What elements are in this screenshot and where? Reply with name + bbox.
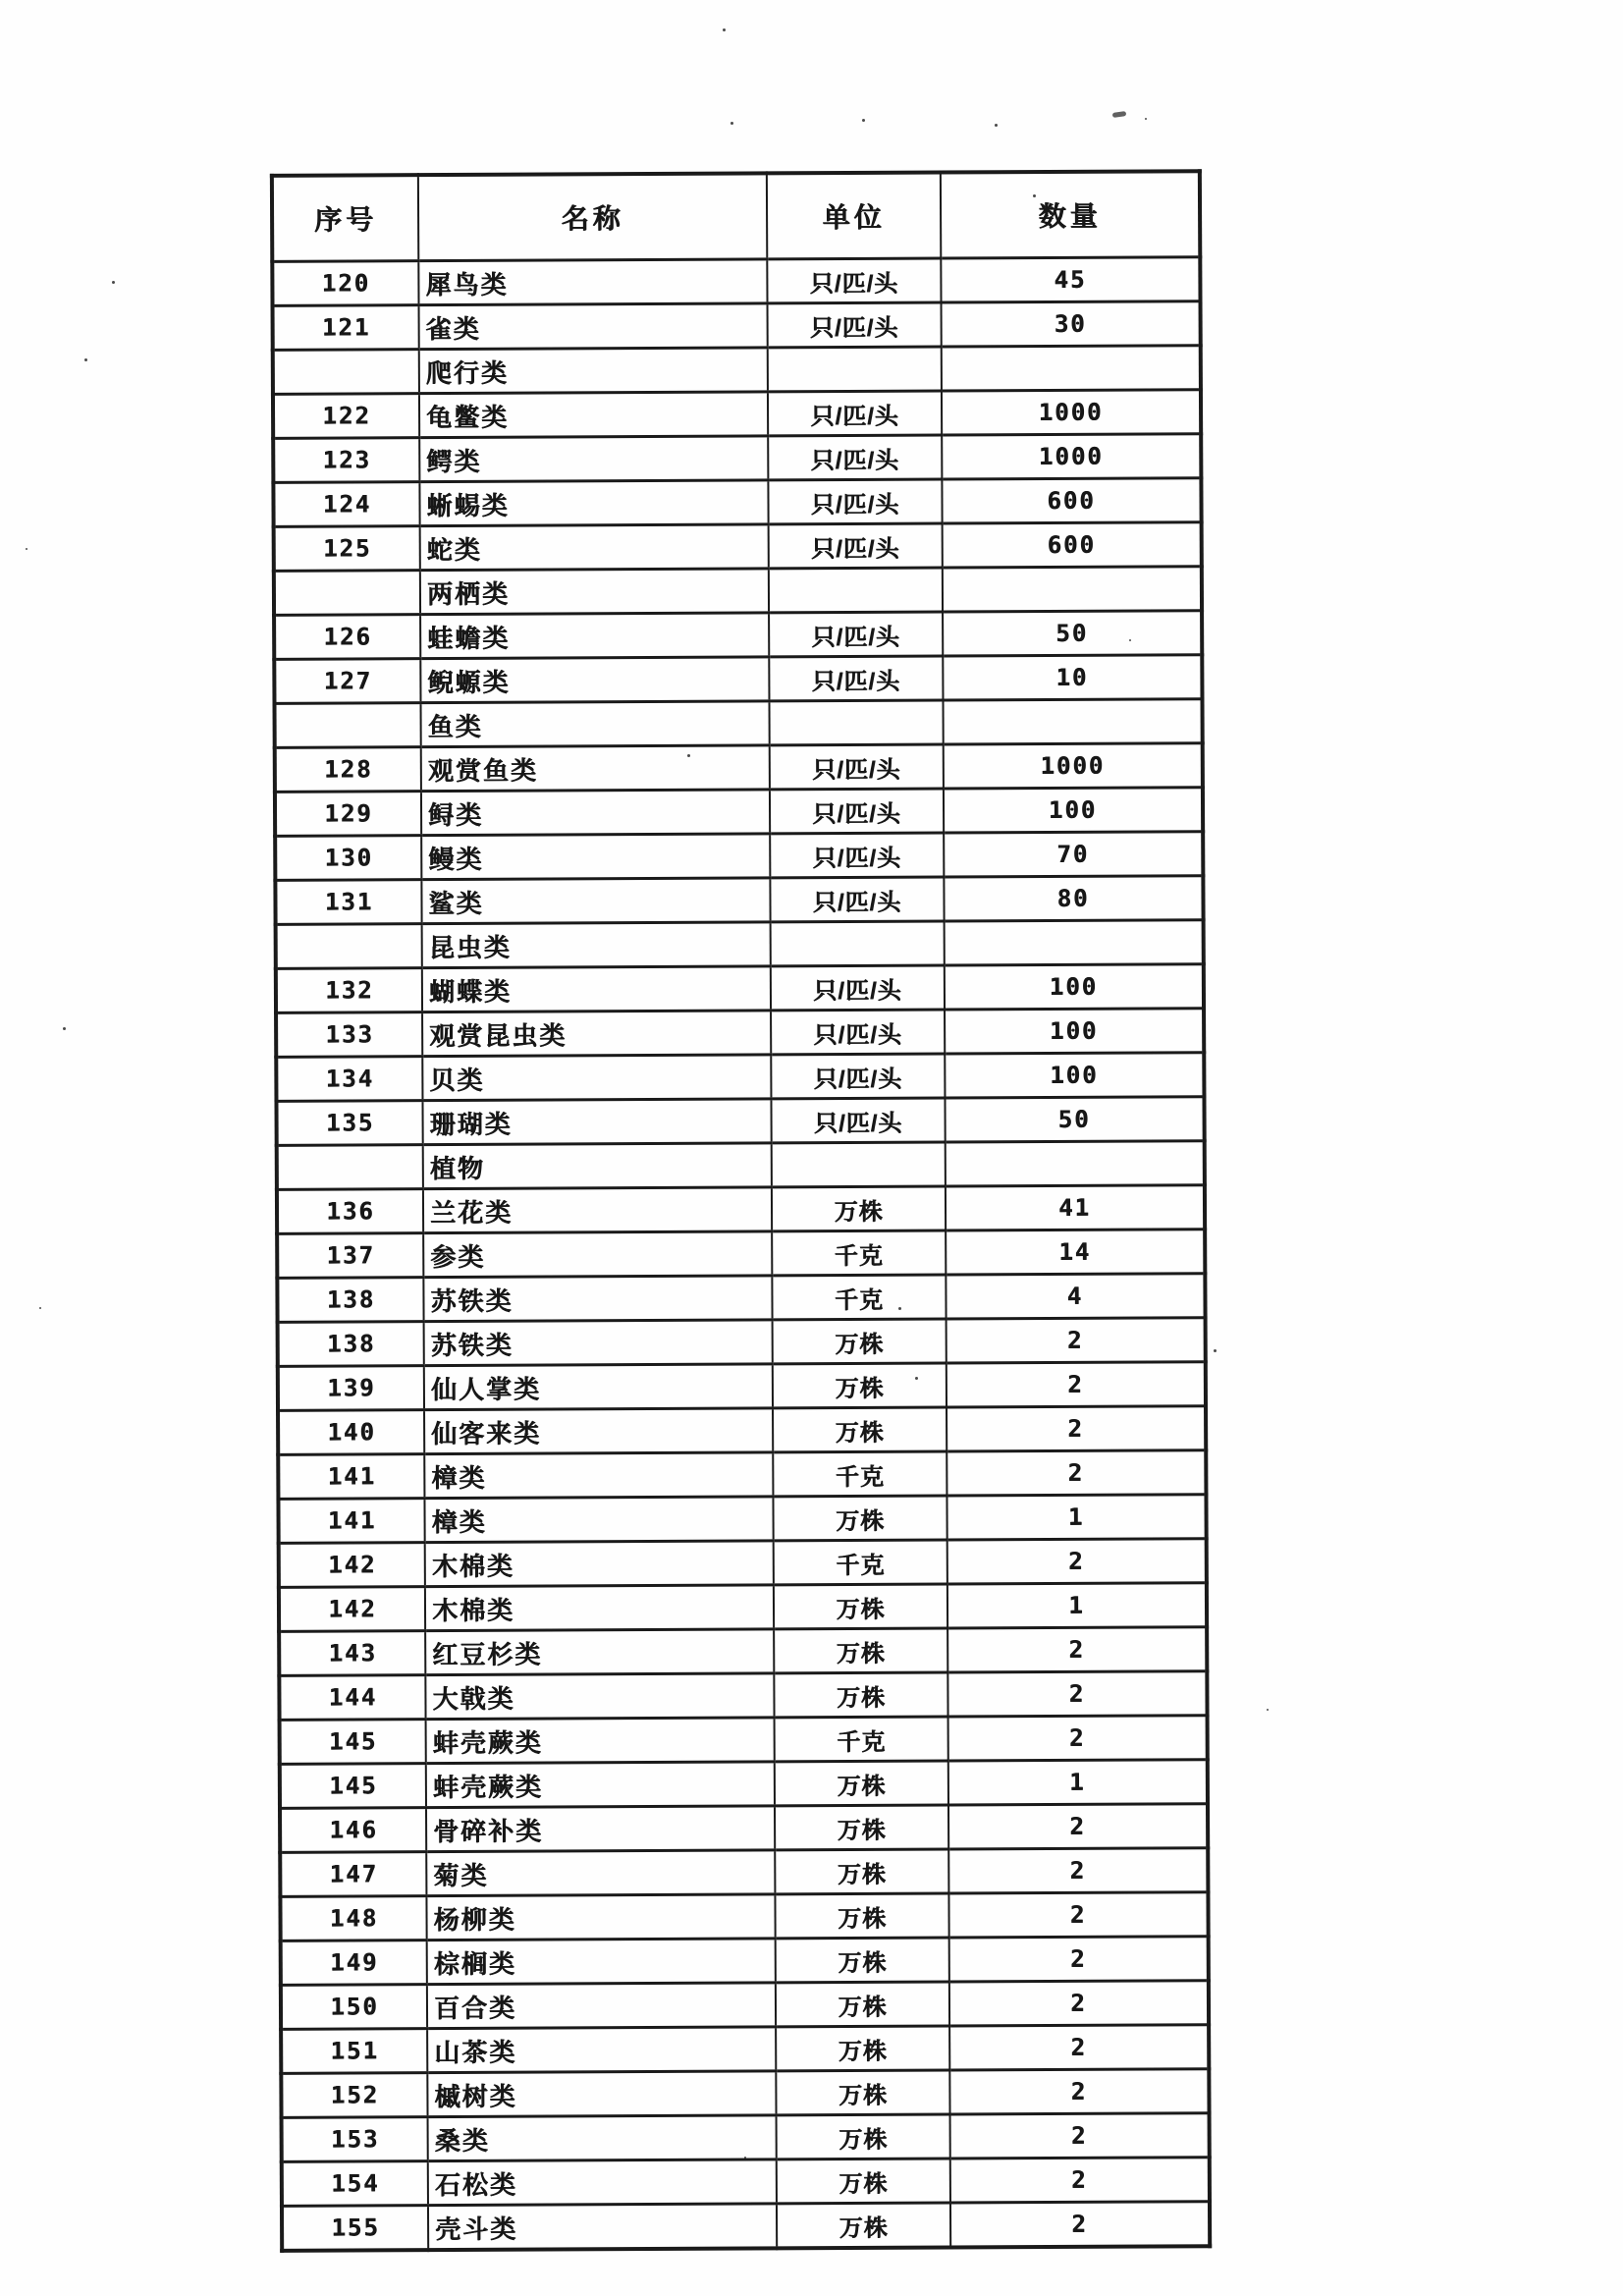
cell-no: 130 bbox=[275, 836, 421, 881]
cell-qty: 2 bbox=[948, 1848, 1208, 1893]
table-row bbox=[275, 743, 1203, 793]
cell-qty: 30 bbox=[942, 301, 1201, 347]
cell-qty: 1 bbox=[947, 1583, 1207, 1628]
cell-unit: 只/匹/头 bbox=[768, 302, 942, 348]
header-quantity: 数量 bbox=[941, 171, 1200, 258]
cell-no: 135 bbox=[276, 1101, 422, 1146]
cell-no: 145 bbox=[280, 1720, 426, 1765]
cell-name: 贝类 bbox=[422, 1055, 771, 1101]
cell-qty: 45 bbox=[941, 257, 1200, 302]
table-row bbox=[273, 434, 1201, 483]
header-serial-number: 序号 bbox=[272, 175, 418, 261]
cell-unit: 只/匹/头 bbox=[770, 789, 944, 834]
cell-qty: 80 bbox=[944, 876, 1203, 921]
cell-name: 樟类 bbox=[424, 1452, 773, 1499]
section-row bbox=[274, 567, 1202, 616]
cell-qty: 2 bbox=[948, 1892, 1208, 1938]
scan-noise-dot bbox=[862, 119, 865, 122]
table-row bbox=[278, 1495, 1206, 1544]
cell-unit bbox=[769, 568, 943, 613]
table-row bbox=[279, 1671, 1207, 1721]
table-row bbox=[277, 1185, 1205, 1234]
cell-no: 120 bbox=[272, 261, 418, 306]
cell-qty: 2 bbox=[948, 1804, 1208, 1849]
cell-name: 仙人掌类 bbox=[424, 1364, 773, 1410]
cell-qty: 600 bbox=[942, 478, 1201, 523]
cell-name: 菊类 bbox=[426, 1850, 775, 1896]
cell-unit: 万株 bbox=[774, 1584, 947, 1629]
cell-name: 鲵螈类 bbox=[420, 657, 769, 703]
cell-unit: 万株 bbox=[777, 2159, 950, 2204]
cell-no: 131 bbox=[275, 880, 421, 925]
cell-name: 蛇类 bbox=[420, 524, 769, 571]
cell-unit: 只/匹/头 bbox=[768, 391, 942, 436]
cell-unit bbox=[771, 921, 945, 966]
cell-qty: 100 bbox=[945, 964, 1204, 1010]
cell-qty: 100 bbox=[944, 788, 1203, 833]
scan-noise-dot bbox=[112, 281, 115, 284]
cell-name: 观赏昆虫类 bbox=[422, 1011, 771, 1057]
cell-qty: 2 bbox=[950, 2158, 1210, 2203]
scan-noise-dot bbox=[63, 1027, 66, 1030]
cell-no: 148 bbox=[280, 1896, 426, 1941]
quota-table bbox=[270, 169, 1212, 2253]
cell-no: 136 bbox=[277, 1189, 423, 1234]
cell-no: 142 bbox=[279, 1587, 425, 1632]
cell-unit: 只/匹/头 bbox=[767, 258, 941, 303]
cell-no: 132 bbox=[276, 968, 422, 1013]
cell-name: 蛙蟾类 bbox=[420, 613, 769, 659]
cell-no: 128 bbox=[275, 747, 421, 793]
cell-no bbox=[276, 924, 422, 969]
cell-qty: 2 bbox=[950, 2113, 1210, 2159]
cell-no: 134 bbox=[276, 1057, 422, 1102]
section-row bbox=[276, 920, 1204, 969]
cell-name: 蝴蝶类 bbox=[422, 966, 771, 1012]
cell-no: 151 bbox=[281, 2029, 427, 2074]
cell-name: 棕榈类 bbox=[427, 1939, 776, 1985]
cell-name: 鲟类 bbox=[421, 790, 770, 836]
cell-name: 桑类 bbox=[428, 2115, 777, 2161]
table-row bbox=[281, 2025, 1209, 2074]
cell-unit: 只/匹/头 bbox=[768, 479, 942, 524]
cell-name: 木棉类 bbox=[425, 1541, 774, 1587]
cell-name: 蚌壳蕨类 bbox=[426, 1762, 775, 1808]
cell-unit bbox=[768, 347, 942, 392]
cell-no: 122 bbox=[273, 394, 419, 439]
scan-noise-dot bbox=[1267, 1709, 1269, 1711]
section-row bbox=[273, 346, 1201, 395]
cell-no: 133 bbox=[276, 1012, 422, 1058]
cell-qty: 2 bbox=[947, 1406, 1206, 1451]
table-row bbox=[279, 1539, 1207, 1588]
cell-qty bbox=[942, 346, 1201, 391]
cell-unit: 只/匹/头 bbox=[771, 1054, 945, 1099]
cell-unit: 千克 bbox=[773, 1451, 947, 1497]
table-row bbox=[278, 1450, 1206, 1500]
cell-unit: 万株 bbox=[777, 2114, 950, 2159]
cell-name: 龟鳖类 bbox=[419, 392, 768, 438]
cell-no: 138 bbox=[278, 1322, 424, 1367]
cell-unit: 万株 bbox=[774, 1672, 947, 1718]
cell-unit: 万株 bbox=[775, 1805, 948, 1850]
cell-unit: 只/匹/头 bbox=[771, 1010, 945, 1055]
cell-no: 137 bbox=[277, 1233, 423, 1279]
cell-qty: 70 bbox=[944, 832, 1203, 877]
scan-smudge bbox=[1112, 111, 1127, 118]
table-row bbox=[279, 1583, 1207, 1632]
table-row bbox=[275, 788, 1203, 837]
cell-no: 138 bbox=[277, 1278, 423, 1323]
cell-name: 犀鸟类 bbox=[418, 259, 767, 305]
section-row bbox=[275, 699, 1203, 748]
cell-no: 141 bbox=[278, 1499, 424, 1544]
cell-unit: 只/匹/头 bbox=[770, 744, 944, 790]
cell-unit: 万株 bbox=[774, 1628, 947, 1673]
cell-qty: 50 bbox=[945, 1097, 1204, 1142]
cell-name: 鱼类 bbox=[421, 701, 770, 747]
cell-qty: 4 bbox=[946, 1274, 1205, 1319]
cell-no: 124 bbox=[273, 482, 419, 527]
table-row bbox=[277, 1230, 1205, 1279]
cell-qty: 2 bbox=[948, 1716, 1208, 1761]
cell-unit: 千克 bbox=[774, 1540, 947, 1585]
scan-noise-dot bbox=[84, 358, 87, 361]
cell-no: 150 bbox=[281, 1985, 427, 2030]
table-row bbox=[281, 2069, 1209, 2118]
cell-no: 146 bbox=[280, 1808, 426, 1853]
cell-unit: 万株 bbox=[777, 2203, 950, 2248]
header-unit: 单位 bbox=[767, 173, 941, 259]
cell-qty: 1 bbox=[947, 1495, 1206, 1540]
cell-unit: 万株 bbox=[776, 1982, 949, 2027]
cell-no: 144 bbox=[279, 1675, 425, 1721]
cell-name: 雀类 bbox=[419, 303, 768, 350]
cell-unit: 只/匹/头 bbox=[770, 833, 944, 878]
cell-no: 153 bbox=[282, 2117, 428, 2162]
table-row bbox=[273, 390, 1201, 439]
table-row bbox=[275, 832, 1203, 881]
cell-no: 139 bbox=[278, 1366, 424, 1411]
cell-qty bbox=[943, 567, 1202, 612]
cell-name: 鲨类 bbox=[421, 878, 770, 924]
cell-no: 145 bbox=[280, 1764, 426, 1809]
cell-qty: 10 bbox=[943, 655, 1202, 700]
cell-qty: 2 bbox=[950, 2202, 1210, 2248]
cell-unit: 只/匹/头 bbox=[769, 656, 943, 701]
table-row bbox=[278, 1362, 1206, 1411]
cell-unit: 万株 bbox=[775, 1761, 948, 1806]
cell-no: 126 bbox=[274, 615, 420, 660]
cell-name: 鳗类 bbox=[421, 834, 770, 880]
cell-unit: 千克 bbox=[775, 1717, 948, 1762]
cell-name: 苏铁类 bbox=[423, 1276, 772, 1322]
cell-name: 樟类 bbox=[424, 1497, 773, 1543]
cell-qty: 2 bbox=[949, 1981, 1209, 2026]
cell-name: 木棉类 bbox=[425, 1585, 774, 1631]
cell-unit: 万株 bbox=[773, 1319, 947, 1364]
cell-name: 骨碎补类 bbox=[426, 1806, 775, 1852]
cell-name: 苏铁类 bbox=[424, 1320, 773, 1366]
table-row bbox=[280, 1760, 1208, 1809]
cell-name: 蜥蜴类 bbox=[419, 480, 768, 526]
table-body bbox=[272, 257, 1210, 2251]
cell-no: 147 bbox=[280, 1852, 426, 1897]
table-row bbox=[276, 1053, 1204, 1102]
cell-name: 珊瑚类 bbox=[422, 1099, 771, 1145]
cell-unit: 万株 bbox=[772, 1186, 946, 1231]
cell-no: 155 bbox=[282, 2206, 428, 2251]
cell-unit: 只/匹/头 bbox=[768, 435, 942, 480]
cell-qty: 1000 bbox=[944, 743, 1203, 789]
cell-unit: 千克 bbox=[772, 1275, 946, 1320]
cell-unit bbox=[772, 1142, 946, 1187]
cell-name: 仙客来类 bbox=[424, 1408, 773, 1454]
cell-name: 红豆杉类 bbox=[425, 1629, 774, 1675]
cell-unit: 千克 bbox=[772, 1230, 946, 1276]
cell-qty: 2 bbox=[949, 2025, 1209, 2070]
cell-name: 石松类 bbox=[428, 2159, 777, 2206]
cell-qty: 2 bbox=[947, 1450, 1206, 1496]
table-row bbox=[278, 1406, 1206, 1455]
cell-name: 山茶类 bbox=[427, 2027, 776, 2073]
cell-unit: 万株 bbox=[775, 1849, 948, 1894]
scan-noise-dot bbox=[1145, 118, 1147, 120]
table-row bbox=[277, 1274, 1205, 1323]
cell-no: 127 bbox=[274, 659, 420, 704]
cell-name: 槭树类 bbox=[427, 2071, 776, 2117]
cell-qty bbox=[946, 1141, 1205, 1186]
cell-qty: 50 bbox=[943, 611, 1202, 656]
cell-no bbox=[273, 350, 419, 395]
cell-qty bbox=[945, 920, 1204, 965]
scan-noise-dot bbox=[995, 124, 998, 127]
scan-noise-dot bbox=[723, 28, 726, 31]
cell-name: 杨柳类 bbox=[426, 1894, 775, 1941]
cell-name: 大戟类 bbox=[425, 1673, 774, 1720]
cell-unit: 万株 bbox=[775, 1893, 948, 1939]
cell-name: 百合类 bbox=[427, 1983, 776, 2029]
table-row bbox=[278, 1318, 1206, 1367]
scan-noise-dot bbox=[26, 548, 27, 550]
table-row bbox=[280, 1892, 1208, 1941]
cell-no: 121 bbox=[273, 305, 419, 351]
cell-unit: 只/匹/头 bbox=[769, 612, 943, 657]
cell-no: 123 bbox=[273, 438, 419, 483]
cell-qty: 1000 bbox=[942, 434, 1201, 479]
table-row bbox=[274, 522, 1202, 572]
cell-name: 植物 bbox=[423, 1143, 772, 1189]
table-row bbox=[281, 1937, 1209, 1986]
cell-name: 两栖类 bbox=[420, 569, 769, 615]
cell-unit: 万株 bbox=[776, 2070, 949, 2115]
cell-qty: 2 bbox=[947, 1539, 1207, 1584]
cell-unit: 万株 bbox=[773, 1407, 947, 1452]
cell-no: 149 bbox=[281, 1941, 427, 1986]
cell-qty: 2 bbox=[947, 1318, 1206, 1363]
cell-qty: 2 bbox=[947, 1671, 1207, 1717]
cell-name: 鳄类 bbox=[419, 436, 768, 482]
cell-no: 152 bbox=[281, 2073, 427, 2118]
cell-qty: 100 bbox=[945, 1053, 1204, 1098]
cell-qty: 600 bbox=[943, 522, 1202, 568]
cell-no: 141 bbox=[278, 1454, 424, 1500]
cell-name: 壳斗类 bbox=[428, 2204, 777, 2250]
scan-noise-dot bbox=[730, 122, 733, 125]
cell-no: 143 bbox=[279, 1631, 425, 1676]
cell-unit: 万株 bbox=[776, 2026, 949, 2071]
header-name: 名称 bbox=[418, 173, 767, 260]
cell-qty: 2 bbox=[947, 1627, 1207, 1672]
cell-name: 参类 bbox=[423, 1231, 772, 1278]
table-row bbox=[272, 257, 1200, 306]
table-row bbox=[276, 964, 1204, 1013]
cell-qty bbox=[943, 699, 1202, 744]
table-row bbox=[282, 2158, 1210, 2207]
table-row bbox=[276, 1097, 1204, 1146]
table-row bbox=[280, 1848, 1208, 1897]
cell-name: 观赏鱼类 bbox=[421, 745, 770, 792]
table-row bbox=[275, 876, 1203, 925]
table-row bbox=[273, 301, 1201, 351]
cell-no bbox=[275, 703, 421, 748]
cell-no: 140 bbox=[278, 1410, 424, 1455]
scan-noise-dot bbox=[1214, 1349, 1217, 1352]
cell-no: 129 bbox=[275, 792, 421, 837]
table-row bbox=[276, 1009, 1204, 1058]
cell-no: 142 bbox=[279, 1543, 425, 1588]
cell-no: 154 bbox=[282, 2161, 428, 2207]
table-row bbox=[274, 611, 1202, 660]
table-row bbox=[281, 1981, 1209, 2030]
cell-name: 兰花类 bbox=[423, 1187, 772, 1233]
scan-noise-dot bbox=[39, 1307, 41, 1309]
cell-qty: 2 bbox=[947, 1362, 1206, 1407]
cell-qty: 100 bbox=[945, 1009, 1204, 1054]
section-row bbox=[277, 1141, 1205, 1190]
table-row bbox=[273, 478, 1201, 527]
cell-qty: 1000 bbox=[942, 390, 1201, 435]
cell-unit: 只/匹/头 bbox=[770, 877, 944, 922]
cell-unit: 万株 bbox=[776, 1938, 949, 1983]
cell-name: 昆虫类 bbox=[422, 922, 771, 968]
table-row bbox=[282, 2113, 1210, 2162]
cell-qty: 1 bbox=[948, 1760, 1208, 1805]
cell-unit: 万株 bbox=[773, 1363, 947, 1408]
table-row bbox=[280, 1804, 1208, 1853]
cell-qty: 14 bbox=[946, 1230, 1205, 1275]
cell-qty: 41 bbox=[946, 1185, 1205, 1230]
cell-unit bbox=[769, 700, 943, 745]
cell-unit: 只/匹/头 bbox=[771, 965, 945, 1011]
table-row bbox=[280, 1716, 1208, 1765]
table-header-row bbox=[272, 171, 1200, 261]
cell-unit: 只/匹/头 bbox=[771, 1098, 945, 1143]
cell-name: 爬行类 bbox=[419, 348, 768, 394]
cell-unit: 只/匹/头 bbox=[769, 523, 943, 569]
cell-qty: 2 bbox=[949, 1937, 1209, 1982]
cell-name: 蚌壳蕨类 bbox=[426, 1718, 775, 1764]
cell-unit: 万株 bbox=[773, 1496, 947, 1541]
table-row bbox=[274, 655, 1202, 704]
cell-no bbox=[277, 1145, 423, 1190]
table-row bbox=[282, 2202, 1210, 2251]
table-row bbox=[279, 1627, 1207, 1676]
cell-qty: 2 bbox=[949, 2069, 1209, 2114]
cell-no bbox=[274, 571, 420, 616]
cell-no: 125 bbox=[274, 526, 420, 572]
